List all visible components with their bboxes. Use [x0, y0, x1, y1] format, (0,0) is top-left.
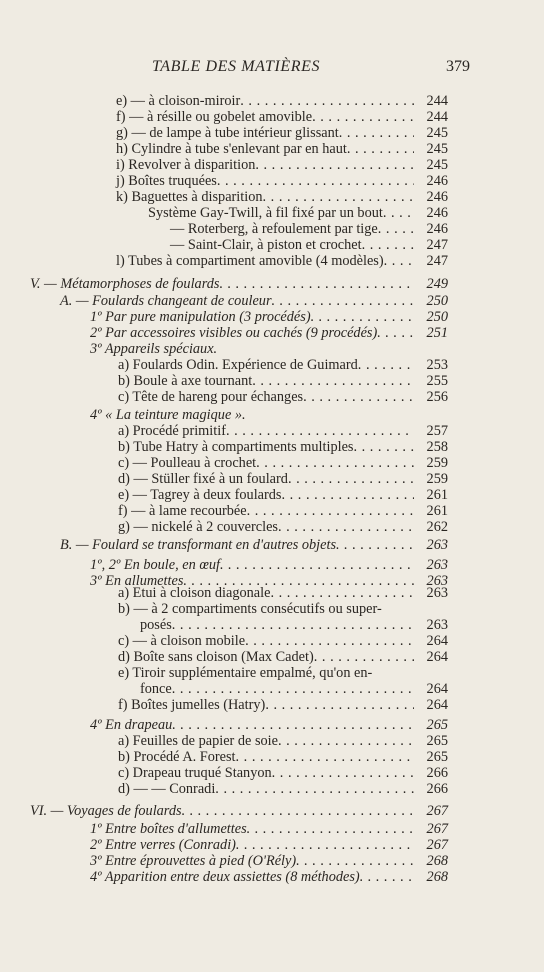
- toc-entry: [118, 749, 448, 765]
- toc-entry-page: 245: [426, 125, 448, 141]
- toc-entry-page: 245: [426, 141, 448, 157]
- toc-entry: [118, 423, 448, 439]
- toc-entry-label: fonce: [140, 681, 172, 697]
- toc-entry: [90, 837, 448, 853]
- toc-section: [30, 276, 448, 292]
- toc-entry-page: 261: [426, 503, 448, 519]
- toc-entry-label: a) Procédé primitif: [118, 423, 226, 439]
- toc-entry: [118, 697, 448, 713]
- toc-entry: [118, 439, 448, 455]
- toc-entry-label: d) — Stüller fixé à un foulard: [118, 471, 288, 487]
- toc-entry-label: j) Boîtes truquées: [116, 173, 217, 189]
- toc-entry-page: 258: [426, 439, 448, 455]
- leader-dots: [360, 869, 414, 885]
- toc-entry: [90, 869, 448, 885]
- toc-entry: [118, 455, 448, 471]
- toc-entry-page: 264: [426, 649, 448, 665]
- toc-entry: [118, 649, 448, 665]
- toc-entry-page: 246: [426, 173, 448, 189]
- toc-entry-label: 1º Entre boîtes d'allumettes: [90, 821, 247, 837]
- toc-entry-label: g) — nickelé à 2 couvercles: [118, 519, 278, 535]
- toc-entry-label: 3º Entre éprouvettes à pied (O'Rély): [90, 853, 297, 869]
- leader-dots: [219, 276, 414, 292]
- leader-dots: [314, 649, 414, 665]
- toc-subsection: [60, 293, 448, 309]
- toc-entry-page: 263: [426, 537, 448, 553]
- toc-entry: [116, 141, 448, 157]
- leader-dots: [245, 633, 414, 649]
- leader-dots: [182, 803, 414, 819]
- toc-entry: [170, 221, 448, 237]
- toc-entry: [118, 487, 448, 503]
- toc-entry-label: a) Foulards Odin. Expérience de Guimard: [118, 357, 358, 373]
- toc-entry: [90, 309, 448, 325]
- leader-dots: [247, 821, 414, 837]
- leader-dots: [217, 173, 414, 189]
- leader-dots: [236, 837, 414, 853]
- toc-entry-page: 263: [426, 557, 448, 573]
- leader-dots: [172, 681, 414, 697]
- toc-entry-label: 1º Par pure manipulation (3 procédés): [90, 309, 311, 325]
- toc-entry-page: 264: [426, 697, 448, 713]
- toc-entry-label: posés: [140, 617, 172, 633]
- toc-entry-page: 255: [426, 373, 448, 389]
- toc-entry: [116, 125, 448, 141]
- toc-entry-page: 263: [426, 573, 448, 589]
- leader-dots: [353, 439, 414, 455]
- toc-entry: [170, 237, 448, 253]
- toc-entry: [118, 633, 448, 649]
- leader-dots: [296, 853, 414, 869]
- toc-entry: [118, 519, 448, 535]
- toc-entry-page: 245: [426, 157, 448, 173]
- leader-dots: [288, 471, 414, 487]
- toc-entry-label: a) Feuilles de papier de soie: [118, 733, 278, 749]
- toc-entry-label: 2º Entre verres (Conradi): [90, 837, 236, 853]
- leader-dots: [220, 557, 414, 573]
- toc-entry-label: e) Tiroir supplémentaire empalmé, qu'on en-: [118, 665, 373, 681]
- toc-entry: [90, 821, 448, 837]
- leader-dots: [272, 765, 414, 781]
- leader-dots: [270, 585, 414, 601]
- toc-entry-page: 259: [426, 471, 448, 487]
- leader-dots: [247, 503, 414, 519]
- leader-dots: [384, 253, 414, 269]
- toc-entry: [90, 325, 448, 341]
- leader-dots: [303, 389, 414, 405]
- leader-dots: [215, 781, 414, 797]
- toc-entry-page: 246: [426, 221, 448, 237]
- toc-entry-page: 265: [426, 733, 448, 749]
- toc-entry: [148, 205, 448, 221]
- toc-entry-label: b) Procédé A. Forest: [118, 749, 236, 765]
- toc-group-heading: 3º Appareils spéciaux.: [90, 341, 218, 357]
- toc-entry-label: l) Tubes à compartiment amovible (4 modèles): [116, 253, 384, 269]
- leader-dots: [336, 537, 414, 553]
- toc-entry-page: 257: [426, 423, 448, 439]
- toc-entry-label: A. — Foulards changeant de couleur: [60, 293, 272, 309]
- toc-entry-page: 265: [426, 717, 448, 733]
- toc-entry-label: e) — à cloison-miroir: [116, 93, 241, 109]
- toc-entry-label: c) Drapeau truqué Stanyon: [118, 765, 272, 781]
- toc-entry-label: h) Cylindre à tube s'enlevant par en haut: [116, 141, 347, 157]
- toc-entry-page: 246: [426, 205, 448, 221]
- toc-entry: [116, 157, 448, 173]
- leader-dots: [236, 749, 414, 765]
- leader-dots: [358, 357, 414, 373]
- toc-entry: [140, 681, 448, 697]
- leader-dots: [172, 717, 414, 733]
- toc-entry-page: 251: [426, 325, 448, 341]
- toc-entry-label: g) — de lampe à tube intérieur glissant: [116, 125, 339, 141]
- toc-entry-label: c) — Poulleau à crochet: [118, 455, 257, 471]
- toc-entry-label: 3º En allumettes: [90, 573, 184, 589]
- toc-entry-label: i) Revolver à disparition: [116, 157, 256, 173]
- toc-entry-page: 250: [426, 293, 448, 309]
- toc-entry-page: 250: [426, 309, 448, 325]
- leader-dots: [278, 519, 414, 535]
- toc-entry: [116, 253, 448, 269]
- toc-entry: [118, 781, 448, 797]
- toc-entry-page: 264: [426, 681, 448, 697]
- toc-entry-page: 267: [426, 837, 448, 853]
- toc-entry: [116, 109, 448, 125]
- toc-entry-page: 244: [426, 93, 448, 109]
- leader-dots: [255, 157, 414, 173]
- toc-entry-page: 249: [426, 276, 448, 292]
- toc-entry-label: 4º Apparition entre deux assiettes (8 méthodes): [90, 869, 360, 885]
- leader-dots: [339, 125, 414, 141]
- toc-entry-page: 244: [426, 109, 448, 125]
- toc-entry: [118, 357, 448, 373]
- toc-entry-page: 247: [426, 237, 448, 253]
- leader-dots: [282, 487, 415, 503]
- leader-dots: [311, 309, 414, 325]
- leader-dots: [252, 373, 414, 389]
- leader-dots: [378, 221, 414, 237]
- toc-entry-label: d) Boîte sans cloison (Max Cadet): [118, 649, 314, 665]
- leader-dots: [226, 423, 414, 439]
- toc-entry: [116, 173, 448, 189]
- toc-entry-label: a) Etui à cloison diagonale: [118, 585, 271, 601]
- leader-dots: [312, 109, 414, 125]
- toc-section: [30, 803, 448, 819]
- toc-entry: [116, 93, 448, 109]
- toc-entry-label: c) Tête de hareng pour échanges: [118, 389, 304, 405]
- toc-entry-page: 266: [426, 765, 448, 781]
- leader-dots: [377, 325, 414, 341]
- toc-entry-label: B. — Foulard se transformant en d'autres objets: [60, 537, 337, 553]
- toc-entry-label: k) Baguettes à disparition: [116, 189, 263, 205]
- toc-entry: [118, 503, 448, 519]
- toc-entry-page: 247: [426, 253, 448, 269]
- page-number: 379: [446, 58, 470, 75]
- toc-entry-page: 246: [426, 189, 448, 205]
- leader-dots: [256, 455, 414, 471]
- toc-entry: [118, 765, 448, 781]
- leader-dots: [362, 237, 414, 253]
- toc-entry-label: f) — à lame recourbée: [118, 503, 247, 519]
- toc-entry-page: 266: [426, 781, 448, 797]
- toc-entry: [116, 189, 448, 205]
- toc-entry-label: b) Tube Hatry à compartiments multiples: [118, 439, 354, 455]
- leader-dots: [265, 697, 414, 713]
- leader-dots: [172, 617, 414, 633]
- leader-dots: [347, 141, 414, 157]
- toc-entry: [118, 373, 448, 389]
- toc-entry-page: 264: [426, 633, 448, 649]
- running-title: TABLE DES MATIÈRES: [152, 58, 321, 75]
- toc-entry-label: 2º Par accessoires visibles ou cachés (9 procédés): [90, 325, 378, 341]
- toc-entry-label: e) — Tagrey à deux foulards: [118, 487, 282, 503]
- toc-entry-page: 267: [426, 803, 448, 819]
- toc-entry-page: 268: [426, 869, 448, 885]
- toc-entry: [140, 617, 448, 633]
- toc-entry-label: f) — à résille ou gobelet amovible: [116, 109, 313, 125]
- toc-entry-label: 1º, 2º En boule, en œuf: [90, 557, 220, 573]
- toc-entry-label: 4º En drapeau: [90, 717, 173, 733]
- toc-entry-page: 263: [426, 617, 448, 633]
- leader-dots: [278, 733, 414, 749]
- toc-entry: [90, 717, 448, 733]
- leader-dots: [263, 189, 414, 205]
- toc-entry: [118, 733, 448, 749]
- toc-entry: [90, 557, 448, 573]
- leader-dots: [240, 93, 414, 109]
- toc-entry-page: 261: [426, 487, 448, 503]
- toc-entry-page: 268: [426, 853, 448, 869]
- toc-entry: [118, 471, 448, 487]
- toc-entry-label: f) Boîtes jumelles (Hatry): [118, 697, 266, 713]
- toc-entry-label: VI. — Voyages de foulards: [30, 803, 182, 819]
- leader-dots: [272, 293, 414, 309]
- toc-entry-label: Système Gay-Twill, à fil fixé par un bout: [148, 205, 383, 221]
- toc-entry: [118, 585, 448, 601]
- toc-entry-page: 263: [426, 585, 448, 601]
- toc-group-heading: 4º « La teinture magique ».: [90, 407, 246, 423]
- toc-entry: [90, 853, 448, 869]
- toc-entry-page: 253: [426, 357, 448, 373]
- toc-entry-label: d) — — Conradi: [118, 781, 216, 797]
- toc-entry-label: c) — à cloison mobile: [118, 633, 246, 649]
- toc-entry: [118, 389, 448, 405]
- toc-entry-page: 259: [426, 455, 448, 471]
- toc-subsection: [60, 537, 448, 553]
- toc-entry-label: b) Boule à axe tournant: [118, 373, 253, 389]
- toc-entry-page: 265: [426, 749, 448, 765]
- toc-entry-page: 267: [426, 821, 448, 837]
- toc-entry-label: b) — à 2 compartiments consécutifs ou super-: [118, 601, 382, 617]
- toc-entry-label: — Roterberg, à refoulement par tige: [170, 221, 378, 237]
- toc-entry-page: 262: [426, 519, 448, 535]
- leader-dots: [383, 205, 414, 221]
- toc-entry-page: 256: [426, 389, 448, 405]
- toc-entry-label: V. — Métamorphoses de foulards: [30, 276, 220, 292]
- toc-entry-label: — Saint-Clair, à piston et crochet: [170, 237, 362, 253]
